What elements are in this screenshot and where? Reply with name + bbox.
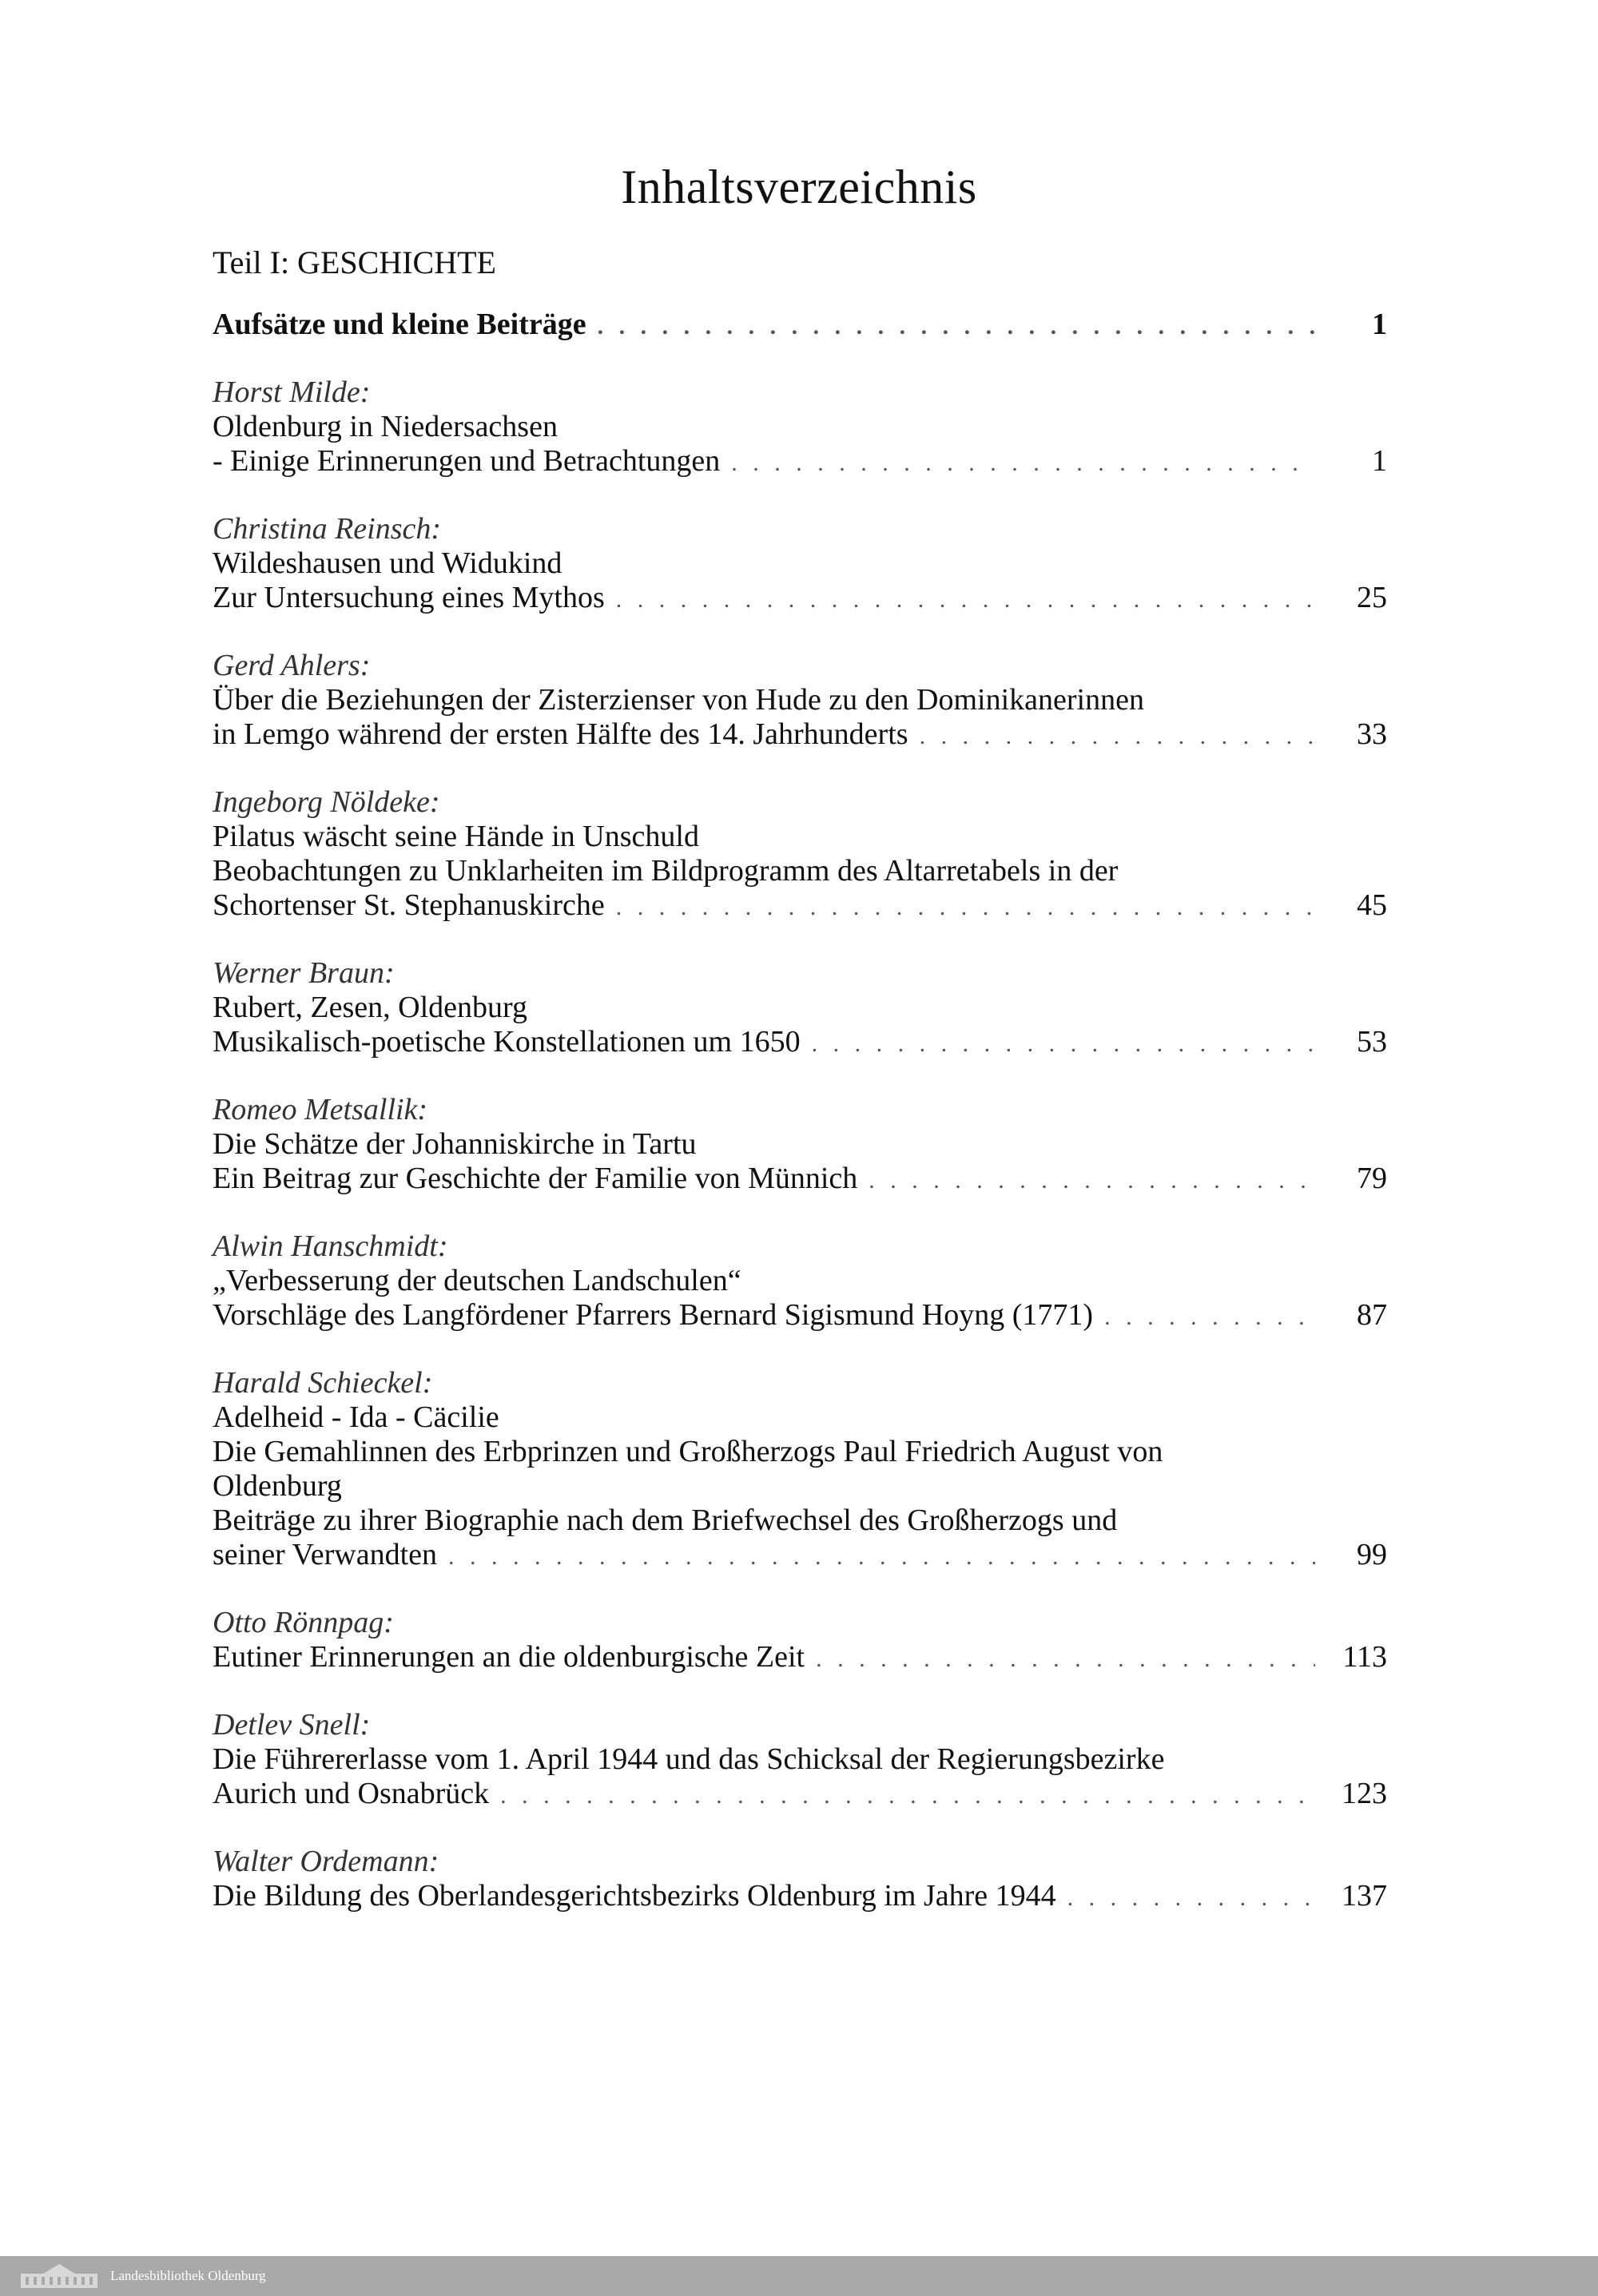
footer-bar bbox=[0, 2256, 1598, 2296]
entry-author: Werner Braun: bbox=[213, 956, 395, 990]
toc-entry bbox=[213, 785, 1387, 924]
dot-leader bbox=[1104, 1300, 1315, 1334]
entry-title-line: Eutiner Erinnerungen an die oldenburgische Zeit bbox=[213, 1640, 805, 1674]
toc-entry bbox=[213, 956, 1387, 1061]
page-title: Inhaltsverzeichnis bbox=[621, 161, 977, 213]
entry-title-line: Die Bildung des Oberlandesgerichtsbezirks Oldenburg im Jahre 1944 bbox=[213, 1879, 1056, 1913]
entry-author: Walter Ordemann: bbox=[213, 1845, 439, 1878]
entry-title-line: Musikalisch-poetische Konstellationen um 1650 bbox=[213, 1025, 801, 1059]
entry-page-number: 113 bbox=[1342, 1640, 1387, 1674]
entry-title-line: Oldenburg in Niedersachsen bbox=[213, 410, 558, 443]
entry-final-line bbox=[213, 581, 1387, 617]
entry-title-line: in Lemgo während der ersten Hälfte des 14. Jahrhunderts bbox=[213, 717, 908, 751]
entry-page-number: 1 bbox=[1372, 444, 1387, 478]
entry-title-line: Beiträge zu ihrer Biographie nach dem Briefwechsel des Großherzogs und bbox=[213, 1504, 1118, 1537]
toc-entry bbox=[213, 1366, 1387, 1574]
dot-leader bbox=[616, 890, 1315, 924]
entry-title-line: Schortenser St. Stephanuskirche bbox=[213, 888, 605, 922]
dot-leader bbox=[500, 1778, 1315, 1813]
entry-title-line: Die Schätze der Johanniskirche in Tartu bbox=[213, 1127, 697, 1161]
entry-page-number: 25 bbox=[1357, 581, 1387, 614]
entry-page-number: 99 bbox=[1357, 1538, 1387, 1571]
dot-leader bbox=[816, 1642, 1315, 1676]
section-heading-row bbox=[213, 308, 1387, 344]
entry-final-line bbox=[213, 444, 1387, 480]
entry-page-number: 137 bbox=[1342, 1879, 1387, 1913]
dot-leader bbox=[448, 1539, 1315, 1574]
entry-title-line: Über die Beziehungen der Zisterzienser von Hude zu den Dominikanerinnen bbox=[213, 683, 1144, 717]
entry-final-line bbox=[213, 1777, 1387, 1813]
dot-leader bbox=[920, 719, 1315, 753]
section-page-number: 1 bbox=[1372, 308, 1387, 341]
entry-title-line: Zur Untersuchung eines Mythos bbox=[213, 581, 605, 614]
entry-page-number: 45 bbox=[1357, 888, 1387, 922]
entry-author: Alwin Hanschmidt: bbox=[213, 1229, 448, 1263]
entry-author: Romeo Metsallik: bbox=[213, 1093, 428, 1126]
table-of-contents bbox=[213, 308, 1387, 1947]
entry-title-line: Vorschläge des Langfördener Pfarrers Bernard Sigismund Hoyng (1771) bbox=[213, 1298, 1094, 1332]
entry-author: Ingeborg Nöldeke: bbox=[213, 785, 440, 819]
dot-leader bbox=[616, 582, 1315, 617]
entry-title-line: Ein Beitrag zur Geschichte der Familie von Münnich bbox=[213, 1162, 858, 1195]
entry-author: Harald Schieckel: bbox=[213, 1366, 433, 1400]
entry-final-line bbox=[213, 1162, 1387, 1198]
entry-title-line: Die Gemahlinnen des Erbprinzen und Großherzogs Paul Friedrich August von bbox=[213, 1435, 1163, 1468]
toc-entries bbox=[213, 375, 1387, 1915]
entry-title-line: „Verbesserung der deutschen Landschulen“ bbox=[213, 1264, 741, 1297]
entry-title-line: Die Führererlasse vom 1. April 1944 und das Schicksal der Regierungsbezirke bbox=[213, 1742, 1165, 1776]
toc-entry bbox=[213, 1229, 1387, 1334]
entry-title-line: Pilatus wäscht seine Hände in Unschuld bbox=[213, 820, 699, 853]
entry-author: Gerd Ahlers: bbox=[213, 649, 371, 682]
part-heading: Teil I: GESCHICHTE bbox=[213, 244, 496, 280]
entry-page-number: 79 bbox=[1357, 1162, 1387, 1195]
toc-entry bbox=[213, 649, 1387, 753]
dot-leader bbox=[731, 446, 1315, 480]
entry-title-line: - Einige Erinnerungen und Betrachtungen bbox=[213, 444, 721, 478]
entry-title-line: Beobachtungen zu Unklarheiten im Bildprogramm des Altarretabels in der bbox=[213, 854, 1119, 888]
entry-title-line: Aurich und Osnabrück bbox=[213, 1777, 490, 1810]
toc-entry bbox=[213, 1093, 1387, 1198]
entry-page-number: 33 bbox=[1357, 717, 1387, 751]
entry-page-number: 123 bbox=[1342, 1777, 1387, 1810]
entry-page-number: 53 bbox=[1357, 1025, 1387, 1059]
entry-final-line bbox=[213, 717, 1387, 753]
section-title: Aufsätze und kleine Beiträge bbox=[213, 308, 586, 341]
entry-author: Detlev Snell: bbox=[213, 1708, 371, 1742]
entry-title-line: Wildeshausen und Widukind bbox=[213, 546, 562, 580]
toc-entry bbox=[213, 1708, 1387, 1813]
dot-leader bbox=[1067, 1881, 1315, 1915]
entry-final-line bbox=[213, 1640, 1387, 1676]
entry-final-line bbox=[213, 1025, 1387, 1061]
entry-final-line bbox=[213, 888, 1387, 924]
entry-final-line bbox=[213, 1538, 1387, 1574]
dot-leader bbox=[812, 1027, 1315, 1061]
entry-page-number: 87 bbox=[1357, 1298, 1387, 1332]
toc-entry bbox=[213, 375, 1387, 480]
entry-final-line bbox=[213, 1298, 1387, 1334]
entry-final-line bbox=[213, 1879, 1387, 1915]
toc-entry bbox=[213, 1845, 1387, 1915]
footer-label: Landesbibliothek Oldenburg bbox=[110, 2268, 266, 2283]
entry-author: Horst Milde: bbox=[213, 375, 371, 409]
entry-title-line: Oldenburg bbox=[213, 1469, 342, 1503]
library-building-icon bbox=[19, 2262, 99, 2290]
toc-entry bbox=[213, 512, 1387, 617]
dot-leader bbox=[598, 309, 1315, 344]
entry-author: Otto Rönnpag: bbox=[213, 1606, 394, 1639]
entry-title-line: seiner Verwandten bbox=[213, 1538, 438, 1571]
toc-entry bbox=[213, 1606, 1387, 1676]
dot-leader bbox=[869, 1163, 1315, 1198]
entry-title-line: Rubert, Zesen, Oldenburg bbox=[213, 991, 527, 1024]
entry-title-line: Adelheid - Ida - Cäcilie bbox=[213, 1400, 499, 1434]
entry-author: Christina Reinsch: bbox=[213, 512, 442, 546]
